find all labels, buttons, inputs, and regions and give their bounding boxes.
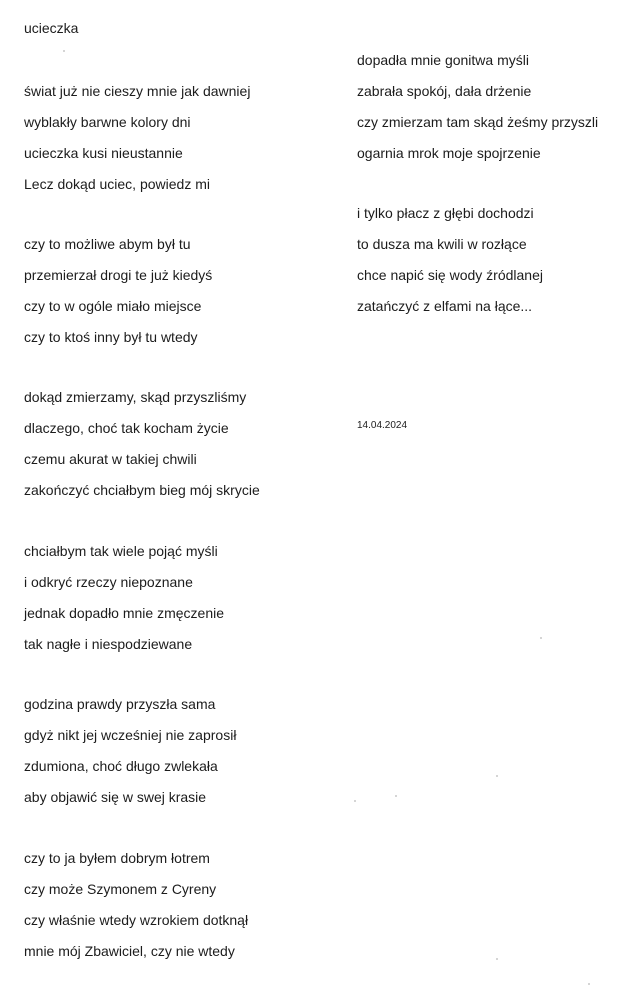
poem-line: świat już nie cieszy mnie jak dawniej	[24, 83, 251, 99]
poem-line: Lecz dokąd uciec, powiedz mi	[24, 176, 210, 192]
stanza-8	[357, 198, 543, 322]
stanza-3	[24, 382, 260, 506]
stanza-7	[357, 45, 598, 169]
poem-line: chce napić się wody źródlanej	[357, 267, 543, 283]
poem-line: dokąd zmierzamy, skąd przyszliśmy	[24, 389, 247, 405]
poem-line: ucieczka kusi nieustannie	[24, 145, 183, 161]
poem-line: zatańczyć z elfami na łące...	[357, 298, 533, 314]
poem-line: czy zmierzam tam skąd żeśmy przyszli	[357, 114, 599, 130]
poem-line: zakończyć chciałbym bieg mój skrycie	[24, 482, 260, 498]
poem-line: czy to w ogóle miało miejsce	[24, 298, 202, 314]
poem-line: czy właśnie wtedy wzrokiem dotknął	[24, 912, 249, 928]
poem-line: czemu akurat w takiej chwili	[24, 451, 197, 467]
poem-line: gdyż nikt jej wcześniej nie zaprosił	[24, 727, 237, 743]
poem-line: godzina prawdy przyszła sama	[24, 696, 216, 712]
stanza-6	[24, 843, 248, 967]
poem-line: i odkryć rzeczy niepoznane	[24, 574, 193, 590]
poem-line: czy to ja byłem dobrym łotrem	[24, 850, 210, 866]
poem-line: czy to ktoś inny był tu wtedy	[24, 329, 198, 345]
poem-line: wyblakły barwne kolory dni	[24, 114, 191, 130]
poem-line: zabrała spokój, dała drżenie	[357, 83, 532, 99]
scan-speck	[588, 983, 590, 985]
scan-speck	[496, 775, 498, 777]
poem-line: ogarnia mrok moje spojrzenie	[357, 145, 541, 161]
scan-speck	[395, 795, 397, 797]
poem-line: aby objawić się w swej krasie	[24, 789, 207, 805]
stanza-4	[24, 536, 224, 660]
poem-line: zdumiona, choć długo zwlekała	[24, 758, 218, 774]
poem-line: czy może Szymonem z Cyreny	[24, 881, 217, 897]
poem-line: czy to możliwe abym był tu	[24, 236, 191, 252]
poem-line: chciałbym tak wiele pojąć myśli	[24, 543, 218, 559]
poem-line: dlaczego, choć tak kocham życie	[24, 420, 229, 436]
stanza-2	[24, 229, 212, 353]
poem-line: przemierzał drogi te już kiedyś	[24, 267, 213, 283]
scan-speck	[540, 637, 542, 639]
poem-line: tak nagłe i niespodziewane	[24, 636, 193, 652]
poem-line: mnie mój Zbawiciel, czy nie wtedy	[24, 943, 235, 959]
poem-title: ucieczka	[24, 20, 79, 36]
scan-speck	[496, 958, 498, 960]
poem-line: i tylko płacz z głębi dochodzi	[357, 205, 534, 221]
stanza-1	[24, 76, 250, 200]
scan-speck	[63, 50, 65, 52]
stanza-5	[24, 689, 236, 813]
poem-line: jednak dopadło mnie zmęczenie	[24, 605, 225, 621]
poem-date: 14.04.2024	[357, 420, 408, 431]
poem-line: to dusza ma kwili w rozłące	[357, 236, 527, 252]
poem-line: dopadła mnie gonitwa myśli	[357, 52, 529, 68]
scan-speck	[354, 800, 356, 802]
